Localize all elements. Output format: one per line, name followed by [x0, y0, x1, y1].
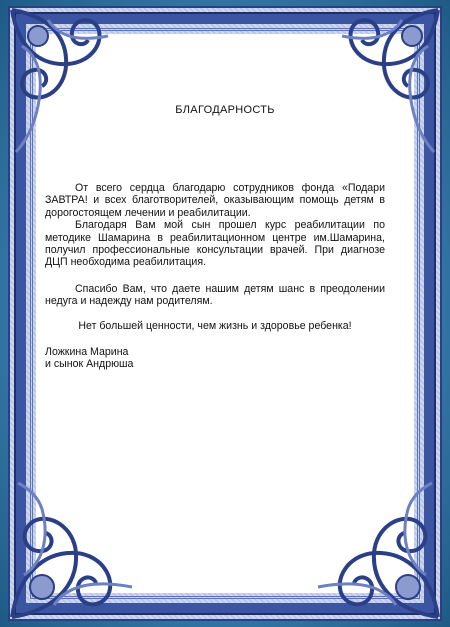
document-title: БЛАГОДАРНОСТЬ — [175, 104, 275, 116]
corner-ornament-icon — [332, 6, 442, 156]
paragraph: От всего сердца благодарю сотрудников фонда «Подари ЗАВТРА! и всех благотворителей, оказывающим помощь детям в дорогостоящем лечении и реабилитации. — [45, 182, 385, 219]
corner-ornament-icon — [8, 6, 118, 156]
signature-line: и сынок Андрюша — [45, 358, 134, 371]
letter-body — [45, 182, 385, 371]
paragraph: Нет большей ценности, чем жизнь и здоровье ребенка! — [78, 319, 352, 332]
corner-ornament-icon — [312, 481, 442, 621]
paragraph: Спасибо Вам, что даете нашим детям шанс в преодолении недуга и надежду нам родителям. — [45, 282, 385, 308]
signature-line: Ложкина Марина — [45, 346, 129, 359]
corner-ornament-icon — [8, 481, 138, 621]
paragraph: Благодаря Вам мой сын прошел курс реабилитации по методике Шамарина в реабилитационном центре им.Шамарина, получил профессиональные консультации врачей. При диагнозе ДЦП необходима реабилитация. — [45, 219, 385, 269]
